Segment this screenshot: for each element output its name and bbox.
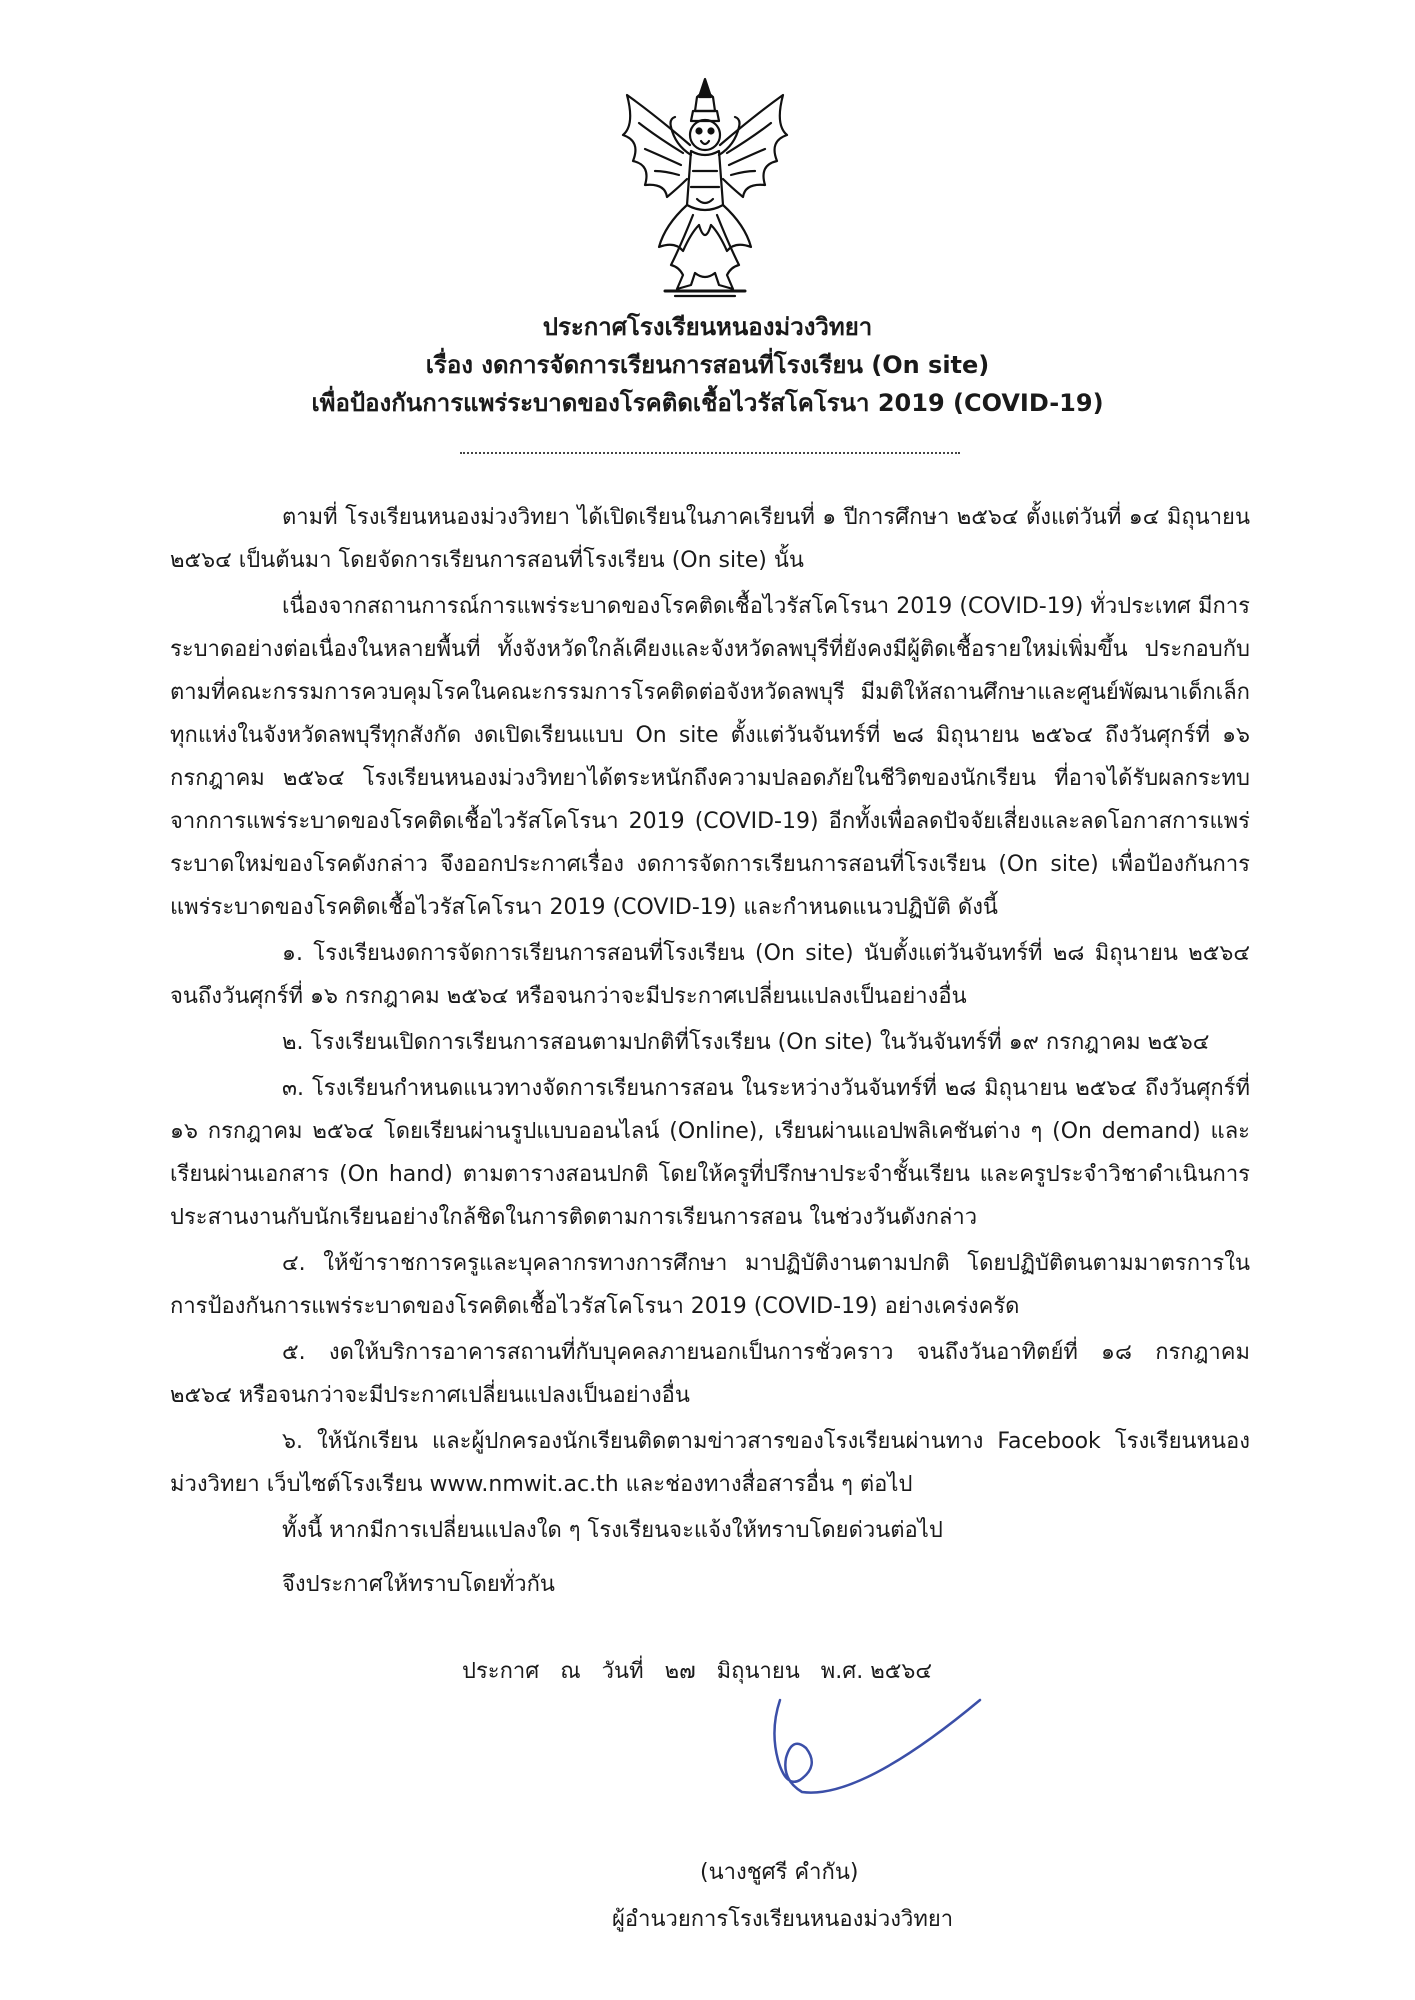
date-prefix: ประกาศ xyxy=(462,1659,540,1684)
dotted-divider xyxy=(460,446,960,454)
garuda-emblem-icon xyxy=(605,75,805,300)
header-school: ประกาศโรงเรียนหนองม่วงวิทยา xyxy=(542,313,873,341)
paragraph-intro: ตามที่ โรงเรียนหนองม่วงวิทยา ได้เปิดเรียนในภาคเรียนที่ ๑ ปีการศึกษา ๒๕๖๔ ตั้งแต่วันที่ ๑๔ มิถุนายน ๒๕๖๔ เป็นต้นมา โดยจัดการเรียนการสอนที่โรงเรียน (On site) นั้น xyxy=(170,505,1250,573)
handwritten-signature-icon xyxy=(740,1680,990,1820)
paragraph-situation: เนื่องจากสถานการณ์การแพร่ระบาดของโรคติดเชื้อไวรัสโคโรนา 2019 (COVID-19) ทั่วประเทศ มีการระบาดอย่างต่อเนื่องในหลายพื้นที่ ทั้งจังหวัดใกล้เคียงและจังหวัดลพบุรีที่ยังคงมีผู้ติดเชื้อรายใหม่เพิ่มขึ้น ประกอบกับตามที่คณะกรรมการควบคุมโรคในคณะกรรมการโรคติดต่อจังหวัดลพบุรี มีมติให้สถานศึกษาและศูนย์พัฒนาเด็กเล็กทุกแห่งในจังหวัดลพบุรีทุกสังกัด งดเปิดเรียนแบบ On site ตั้งแต่วันจันทร์ที่ ๒๘ มิถุนายน ๒๕๖๔ ถึงวันศุกร์ที่ ๑๖ กรกฎาคม ๒๕๖๔ โรงเรียนหนองม่วงวิทยาได้ตระหนักถึงความปลอดภัยในชีวิตของนักเรียน ที่อาจได้รับผลกระทบจากการแพร่ระบาดของโรคติดเชื้อไวรัสโคโรนา 2019 (COVID-19) อีกทั้งเพื่อลดปัจจัยเสี่ยงและลดโอกาสการแพร่ระบาดใหม่ของโรคดังกล่าว จึงออกประกาศเรื่อง งดการจัดการเรียนการสอนที่โรงเรียน (On site) เพื่อป้องกันการแพร่ระบาดของโรคติดเชื้อไวรัสโคโรนา 2019 (COVID-19) และกำหนดแนวปฏิบัติ ดังนี้ xyxy=(170,594,1250,920)
header-purpose: เพื่อป้องกันการแพร่ระบาดของโรคติดเชื้อไวรัสโคโรนา 2019 (COVID-19) xyxy=(311,389,1104,417)
date-day: ๒๗ xyxy=(664,1659,696,1684)
guideline-item-6: ๖. ให้นักเรียน และผู้ปกครองนักเรียนติดตามข่าวสารของโรงเรียนผ่านทาง Facebook โรงเรียนหนองม่วงวิทยา เว็บไซต์โรงเรียน www.nmwit.ac.th และช่องทางสื่อสารอื่น ๆ ต่อไป xyxy=(170,1429,1250,1497)
announcement-body xyxy=(170,496,1250,1555)
date-day-label: วันที่ xyxy=(601,1659,644,1684)
guideline-item-4: ๔. ให้ข้าราชการครูและบุคลากรทางการศึกษา มาปฏิบัติงานตามปกติ โดยปฏิบัติตนตามมาตรการในการป้องกันการแพร่ระบาดของโรคติดเชื้อไวรัสโคโรนา 2019 (COVID-19) อย่างเคร่งครัด xyxy=(170,1251,1250,1319)
signer-name: (นางชูศรี คำกัน) xyxy=(700,1860,859,1885)
header-subject: เรื่อง งดการจัดการเรียนการสอนที่โรงเรียน (On site) xyxy=(425,351,990,379)
announcement-header xyxy=(170,308,1245,422)
guideline-item-3: ๓. โรงเรียนกำหนดแนวทางจัดการเรียนการสอน ในระหว่างวันจันทร์ที่ ๒๘ มิถุนายน ๒๕๖๔ ถึงวันศุกร์ที่ ๑๖ กรกฎาคม ๒๕๖๔ โดยเรียนผ่านรูปแบบออนไลน์ (Online), เรียนผ่านแอปพลิเคชันต่าง ๆ (On demand) และเรียนผ่านเอกสาร (On hand) ตามตารางสอนปกติ โดยให้ครูที่ปรึกษาประจำชั้นเรียน และครูประจำวิชาดำเนินการประสานงานกับนักเรียนอย่างใกล้ชิดในการติดตามการเรียนการสอน ในช่วงวันดังกล่าว xyxy=(170,1076,1250,1230)
date-year: พ.ศ. ๒๕๖๔ xyxy=(820,1659,932,1684)
paragraph-notice: ทั้งนี้ หากมีการเปลี่ยนแปลงใด ๆ โรงเรียนจะแจ้งให้ทราบโดยด่วนต่อไป xyxy=(282,1518,943,1543)
guideline-item-5: ๕. งดให้บริการอาคารสถานที่กับบุคคลภายนอกเป็นการชั่วคราว จนถึงวันอาทิตย์ที่ ๑๘ กรกฎาคม ๒๕๖๔ หรือจนกว่าจะมีประกาศเปลี่ยนแปลงเป็นอย่างอื่น xyxy=(170,1340,1250,1408)
guideline-item-2: ๒. โรงเรียนเปิดการเรียนการสอนตามปกติที่โรงเรียน (On site) ในวันจันทร์ที่ ๑๙ กรกฎาคม ๒๕๖๔ xyxy=(282,1030,1210,1055)
date-at: ณ xyxy=(560,1659,581,1684)
guideline-item-1: ๑. โรงเรียนงดการจัดการเรียนการสอนที่โรงเรียน (On site) นับตั้งแต่วันจันทร์ที่ ๒๘ มิถุนายน ๒๕๖๔ จนถึงวันศุกร์ที่ ๑๖ กรกฎาคม ๒๕๖๔ หรือจนกว่าจะมีประกาศเปลี่ยนแปลงเป็นอย่างอื่น xyxy=(170,941,1250,1009)
date-month: มิถุนายน xyxy=(716,1659,800,1684)
closing-statement: จึงประกาศให้ทราบโดยทั่วกัน xyxy=(282,1572,555,1597)
signer-position: ผู้อำนวยการโรงเรียนหนองม่วงวิทยา xyxy=(612,1907,954,1932)
